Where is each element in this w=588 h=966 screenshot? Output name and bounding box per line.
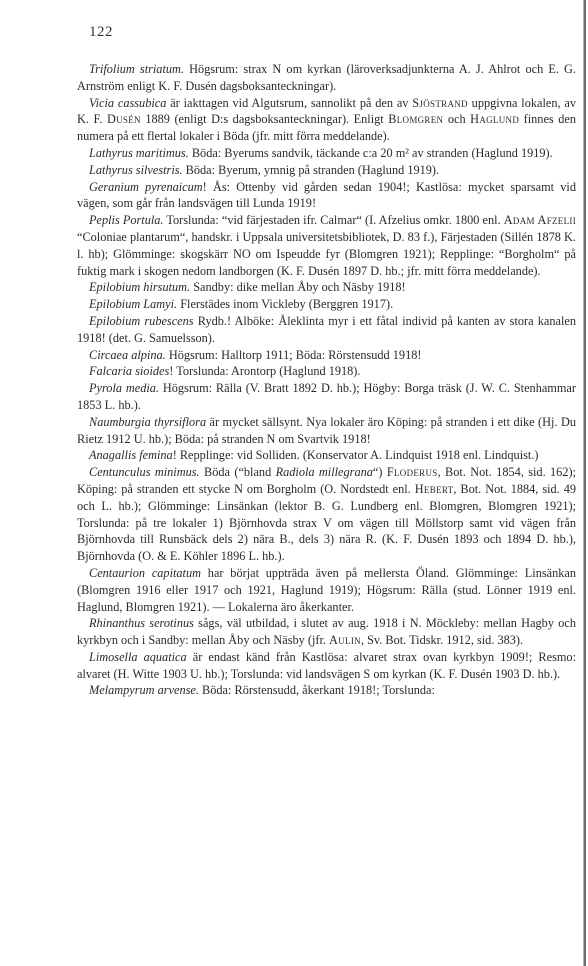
author-name: Aulin: [329, 633, 361, 648]
paragraph: [77, 296, 576, 313]
paragraph-text: ! Torslunda: Arontorp (Haglund 1918).: [169, 364, 361, 379]
paragraph-text: Högsrum: Halltorp 1911; Böda: Rörstensudd 1918!: [165, 347, 422, 362]
species-name: Circaea alpina.: [89, 347, 166, 362]
paragraph-text: Böda: Byerums sandvik, täckande c:a 20 m² av stranden (Haglund 1919).: [188, 145, 553, 160]
species-name: Naumburgia thyrsiflora: [89, 414, 207, 429]
paragraph-text: är endast känd från Kastlösa: alvaret strax ovan kyrkbyn 1909!; Resmo: alvaret (H. Witte 1903 U. hb.); Torslunda: vid landsvägen S om kyrkan (K. F. Dusén 1903 D. hb.).: [77, 649, 576, 681]
paragraph: [77, 565, 576, 615]
paragraph: [77, 414, 576, 448]
paragraph: [77, 347, 576, 364]
species-name: Lathyrus silvestris.: [89, 162, 183, 177]
species-name: Trifolium striatum.: [89, 62, 184, 76]
species-name: Vicia cassubica: [89, 95, 167, 110]
paragraph: [77, 162, 576, 179]
paragraph-text: Böda (“bland: [199, 465, 276, 480]
paragraph: [77, 212, 576, 279]
species-name: Falcaria sioides: [89, 364, 170, 379]
page-number: 122: [89, 24, 113, 40]
paragraph: [77, 363, 576, 380]
paragraph-text: uppgivna lokalen, av K. F.: [77, 95, 576, 127]
species-name: Limosella aquatica: [89, 649, 187, 664]
paragraph-text: Högsrum: Rälla (V. Bratt 1892 D. hb.); Högby: Borga träsk (J. W. C. Stenhammar 1853 L. hb.).: [77, 381, 576, 412]
paragraph: [77, 179, 576, 213]
paragraph-text: “): [372, 465, 387, 480]
paragraph-text: är iakttagen vid Algutsrum, sannolikt på den av: [166, 95, 413, 110]
author-name: Dusén: [106, 112, 141, 127]
species-name: Centaurion capitatum: [89, 565, 201, 580]
paragraph-text: , Bot. Not. 1884, sid. 49 och L. hb.); Glömminge: Linsänkan (lektor B. G. Lundberg enl. Blomgren, Blomgren 1921); Torslunda: på tre lokaler 1) Björnhovda strax V om vägen till Möllstorp samt vid vägen från Björnhovda till Runsbäck dels 2) nära B., dels 3) nära R. (K. F. Dusén 1893 och 1894 D. hb.), Björnhovda (O. & E. Köhler 1896 L. hb.).: [77, 481, 576, 564]
paragraph-text: “Coloniae plantarum“, handskr. i Uppsala universitetsbibliotek, D. 83 f.), Färjestaden (Sillén 1878 K. l. hb); Glömminge: skogskärr NO om Ispeudde fyr (Blomgren 1921); Repplinge: “Borgholm“ på fuktig mark i skogen nedom landborgen (K. F. Dusén 1897 D. hb.; jfr. mitt förra meddelande).: [77, 229, 576, 278]
species-name: Melampyrum arvense.: [89, 683, 199, 698]
species-name: Lathyrus maritimus.: [89, 145, 189, 160]
paragraph: [77, 61, 576, 95]
species-name: Peplis Portula.: [89, 213, 164, 228]
species-name: Rhinanthus serotinus: [89, 616, 194, 631]
paragraph: [77, 145, 576, 162]
paragraph-text: Flerstädes inom Vickleby (Berggren 1917).: [177, 297, 394, 312]
species-name: Epilobium Lamyi.: [89, 297, 178, 312]
species-name: Centunculus minimus.: [89, 465, 200, 480]
paragraph: [77, 380, 576, 414]
author-name: Adam Afzelii: [503, 213, 577, 228]
paragraph: [77, 313, 576, 347]
author-name: Haglund: [470, 112, 520, 127]
paragraph-text: Böda: Byerum, ymnig på stranden (Haglund 1919).: [182, 162, 440, 177]
paragraph: [77, 447, 576, 464]
paragraph: [77, 95, 576, 145]
body-text: [77, 61, 576, 699]
paragraph-text: Högsrum: strax N om kyrkan (läroverksadjunkterna A. J. Ahlrot och E. G. Arnström enligt K. F. Dusén dagsboksanteckningar).: [77, 62, 576, 93]
paragraph-text: ! Repplinge: vid Solliden. (Konservator A. Lindquist 1918 enl. Lindquist.): [172, 448, 539, 463]
paragraph-text: Rydb.! Alböke: Åleklinta myr i ett fåtal individ på kanten av stora kanalen 1918! (det. G. Samuelsson).: [77, 313, 576, 345]
paragraph-text: 1889 (enligt D:s dagsboksanteckningar). Enligt: [140, 112, 389, 127]
paragraph-text: och: [443, 112, 471, 127]
author-name: Hebert: [414, 481, 454, 496]
paragraph: [77, 649, 576, 683]
page-edge: [583, 0, 586, 966]
species-name: Radiola millegrana: [275, 465, 373, 480]
species-name: Geranium pyrenaicum: [89, 179, 203, 194]
species-name: Epilobium hirsutum.: [89, 280, 191, 295]
species-name: Anagallis femina: [89, 448, 173, 463]
author-name: Floderus: [386, 465, 438, 480]
paragraph-text: ! Ås: Ottenby vid gården sedan 1904!; Kastlösa: mycket sparsamt vid vägen, som går från landsvägen till Lunda 1919!: [77, 179, 576, 211]
paragraph-text: , Bot. Not. 1854, sid. 162); Köping: på stranden ett stycke N om Borgholm (O. Nordstedt enl.: [77, 465, 576, 496]
author-name: Sjöstrand: [412, 95, 468, 110]
paragraph: [77, 464, 576, 565]
paragraph-text: Böda: Rörstensudd, åkerkant 1918!; Torslunda:: [198, 683, 435, 698]
paragraph: [77, 682, 576, 699]
author-name: Blomgren: [388, 112, 444, 127]
paragraph-text: , Sv. Bot. Tidskr. 1912, sid. 383).: [360, 633, 524, 648]
paragraph: [77, 279, 576, 296]
species-name: Epilobium rubescens: [89, 313, 194, 328]
paragraph-text: är mycket sällsynt. Nya lokaler äro Köping: på stranden i ett dike (Hj. Du Rietz 1912 U. hb.); Böda: på stranden N om Svartvik 1918!: [77, 414, 576, 446]
paragraph-text: finnes den numera på ett flertal lokaler i Böda (jfr. mitt förra meddelande).: [77, 112, 576, 144]
paragraph-text: Sandby: dike mellan Åby och Näsby 1918!: [190, 280, 406, 295]
paragraph-text: Torslunda: “vid färjestaden ifr. Calmar“ (I. Afzelius omkr. 1800 enl.: [163, 213, 504, 228]
species-name: Pyrola media.: [89, 381, 159, 396]
paragraph: [77, 615, 576, 649]
paragraph-text: sågs, väl utbildad, i slutet av aug. 1918 i N. Möckleby: mellan Hagby och kyrkbyn och i Sandby: mellan Åby och Näsby (jfr.: [77, 616, 576, 648]
paragraph-text: har börjat uppträda även på mellersta Öland. Glömminge: Linsänkan (Blomgren 1916 eller 1917 och 1921, Haglund 1919); Högsrum: Rälla (stud. Lönner 1919 enl. Haglund, Blomgren 1921). — Lokalerna äro åkerkanter.: [77, 565, 576, 614]
